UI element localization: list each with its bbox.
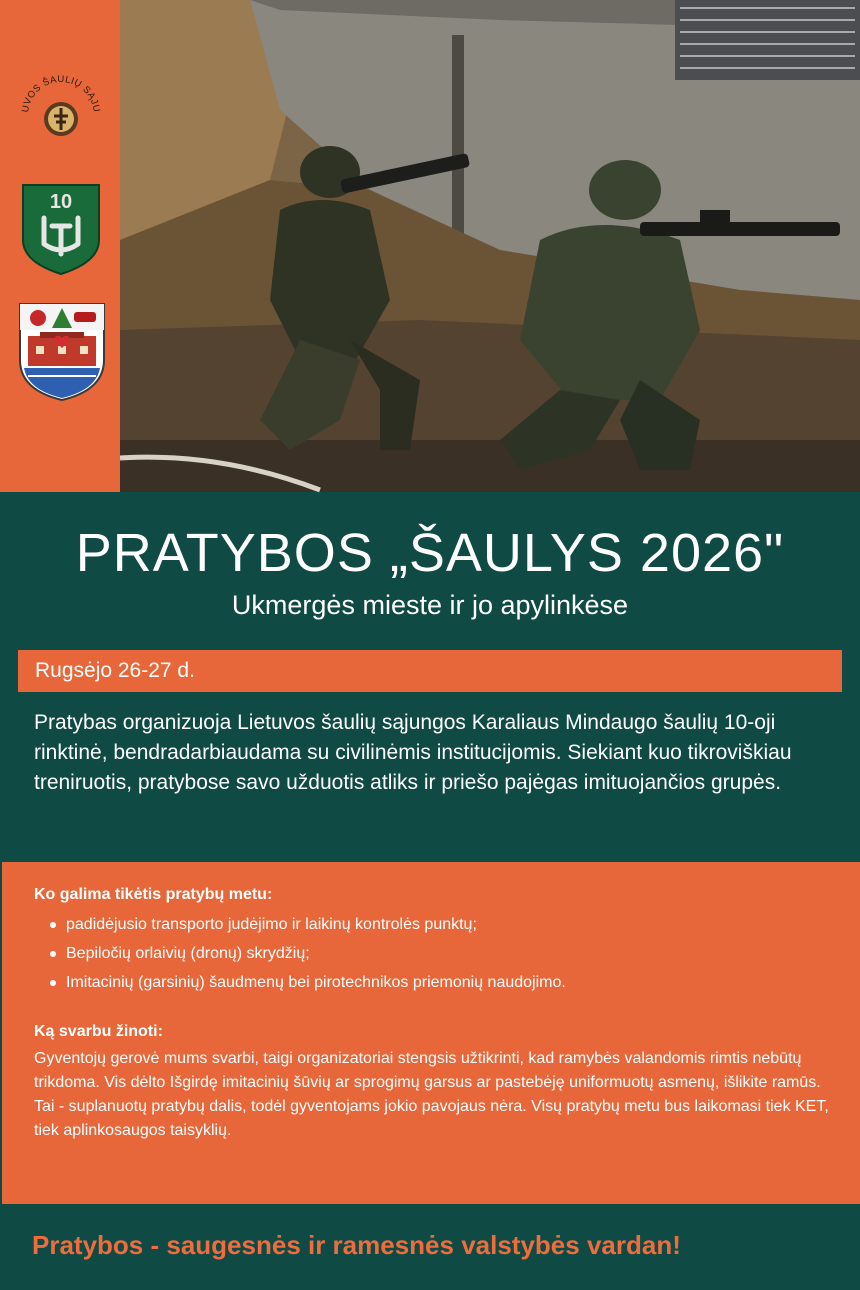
logo-ring-text: UVOS ŠAULIŲ SĄJU [20,74,102,114]
list-item: Imitacinių (garsinių) šaudmenų bei pirotechnikos priemonių naudojimo. [50,968,850,997]
know-paragraph: Gyventojų gerovė mums svarbi, taigi organizatoriai stengsis užtikrinti, kad ramybės valandomis rimtis nebūtų trikdoma. Vis dėlto Išgirdę imitacinių šūvių ar sprogimų garsus ar pastebėję uniformuotų asmenų, išlikite ramūs. Tai - suplanuotų pratybų dalis, todėl gyventojams jokio pavojaus nėra. Visų pratybų metu bus laikomasi tiek KET, tiek aplinkosaugos taisyklių. [34,1050,829,1139]
event-date: Rugsėjo 26-27 d. [35,659,195,682]
expect-heading: Ko galima tikėtis pratybų metu: [34,886,273,903]
date-banner [18,650,842,692]
footer-slogan: Pratybos - saugesnės ir ramesnės valstybės vardan! [32,1230,681,1260]
hero-photo-soldiers [120,0,860,492]
list-item: padidėjusio transporto judėjimo ir laikinų kontrolės punktų; [50,910,850,939]
page-title: PRATYBOS „ŠAULYS 2026" [75,523,785,583]
rinktine-number: 10 [49,191,73,213]
page-subtitle: Ukmergės mieste ir jo apylinkėse [231,590,629,620]
intro-paragraph: Pratybas organizuoja Lietuvos šaulių sąjungos Karaliaus Mindaugo šaulių 10-oji rinktinė, bendradarbiaudama su civilinėmis institucijomis. Siekiant kuo tikroviškiau treniruotis, pratybose savo užduotis atliks ir priešo pajėgas imituojančios grupės. [34,711,792,794]
rinktine-10-shield-logo [20,182,102,276]
info-panel [2,862,860,1204]
ukmerge-coat-of-arms [18,302,106,402]
expect-list [50,910,850,997]
list-item: Bepiločių orlaivių (dronų) skrydžių; [50,939,850,968]
logo-strip [0,0,120,492]
know-heading: Ką svarbu žinoti: [34,1023,163,1040]
shauliu-sajunga-logo [18,72,104,158]
hero-section [0,0,860,492]
